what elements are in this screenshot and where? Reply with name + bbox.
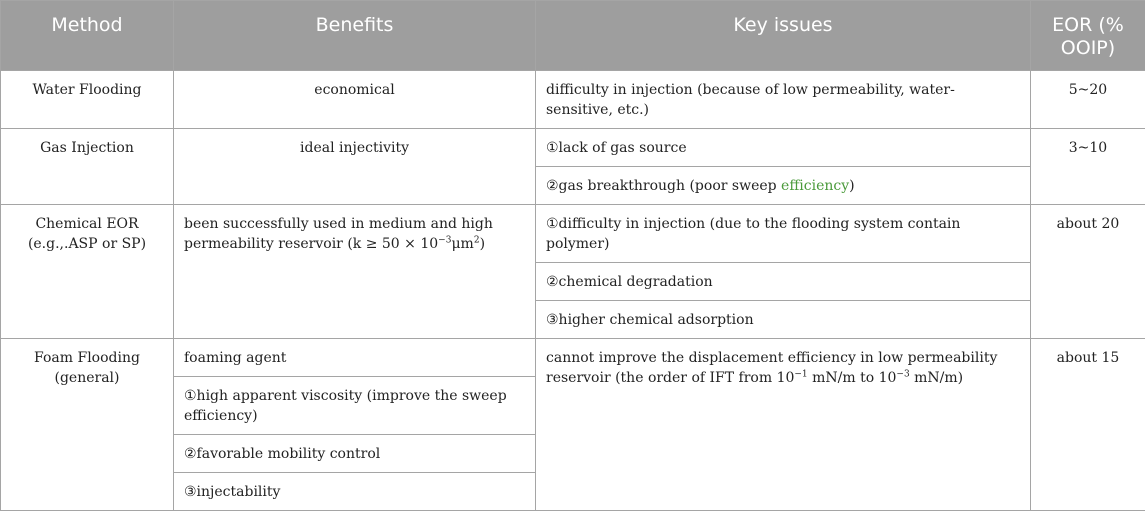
benefit-cell [174, 129, 536, 205]
issue-cell [536, 301, 1031, 339]
issue-cell [536, 129, 1031, 167]
issue-text-part: ②gas breakthrough (poor sweep [546, 178, 781, 194]
method-cell [1, 71, 174, 129]
method-line: (general) [55, 370, 120, 386]
benefit-cell [174, 435, 536, 473]
issue-cell [536, 339, 1031, 511]
benefit-text: ideal injectivity [174, 129, 535, 166]
benefit-cell [174, 339, 536, 377]
issue-text-part: cannot improve the displacement efficiency in low permeability reservoir (the order of IFT from 10 [546, 350, 997, 386]
benefit-text-part: been successfully used in medium and high permeability reservoir (k ≥ 50 × 10 [184, 216, 493, 252]
eor-cell [1031, 205, 1145, 339]
superscript: 2 [474, 235, 480, 245]
issue-cell [536, 71, 1031, 129]
method-label: Gas Injection [1, 129, 173, 166]
header-method: Method [1, 1, 174, 71]
method-line: (e.g.,.ASP or SP) [28, 236, 146, 252]
benefit-text: foaming agent [174, 339, 535, 376]
benefit-text-part: ) [480, 236, 485, 252]
method-cell [1, 339, 174, 511]
superscript: −3 [438, 235, 451, 245]
benefit-cell [174, 473, 536, 511]
header-eor: EOR (% OOIP) [1031, 1, 1145, 71]
issue-text [536, 339, 1030, 396]
issue-cell [536, 167, 1031, 205]
method-line: Chemical EOR [35, 216, 138, 232]
superscript: −1 [794, 369, 807, 379]
unit-text: μm [451, 236, 473, 252]
issue-text: ②chemical degradation [536, 263, 1030, 300]
benefit-text: ①high apparent viscosity (improve the sweep efficiency) [174, 377, 535, 434]
benefit-cell [174, 205, 536, 339]
issue-text: ①difficulty in injection (due to the flooding system contain polymer) [536, 205, 1030, 262]
header-key-issues: Key issues [536, 1, 1031, 71]
issue-text: ③higher chemical adsorption [536, 301, 1030, 338]
benefit-text [174, 205, 535, 262]
table-row-gas-injection [1, 129, 1145, 167]
eor-cell [1031, 71, 1145, 129]
issue-text-part: ) [849, 178, 854, 194]
eor-value: 5~20 [1031, 71, 1145, 108]
benefit-cell [174, 377, 536, 435]
eor-value: 3~10 [1031, 129, 1145, 166]
method-cell [1, 205, 174, 339]
method-line: Foam Flooding [34, 350, 140, 366]
benefit-text: ③injectability [174, 473, 535, 510]
superscript: −3 [896, 369, 909, 379]
benefit-cell [174, 71, 536, 129]
eor-cell [1031, 339, 1145, 511]
method-label [1, 205, 173, 262]
eor-value: about 20 [1031, 205, 1145, 242]
method-label: Water Flooding [1, 71, 173, 108]
issue-text-part: mN/m to 10 [808, 370, 897, 386]
issue-text: ①lack of gas source [536, 129, 1030, 166]
method-label [1, 339, 173, 396]
header-benefits: Benefits [174, 1, 536, 71]
issue-text [536, 167, 1030, 204]
method-cell [1, 129, 174, 205]
issue-cell [536, 263, 1031, 301]
issue-text: difficulty in injection (because of low permeability, water-sensitive, etc.) [536, 71, 1030, 128]
efficiency-link[interactable]: efficiency [781, 178, 849, 194]
table-row-water-flooding [1, 71, 1145, 129]
eor-cell [1031, 129, 1145, 205]
benefit-text: ②favorable mobility control [174, 435, 535, 472]
issue-cell [536, 205, 1031, 263]
header-row [1, 1, 1145, 71]
table-row-chemical-eor [1, 205, 1145, 263]
benefit-text: economical [174, 71, 535, 108]
eor-value: about 15 [1031, 339, 1145, 376]
table-row-foam-flooding [1, 339, 1145, 377]
issue-text-part: mN/m) [910, 370, 963, 386]
